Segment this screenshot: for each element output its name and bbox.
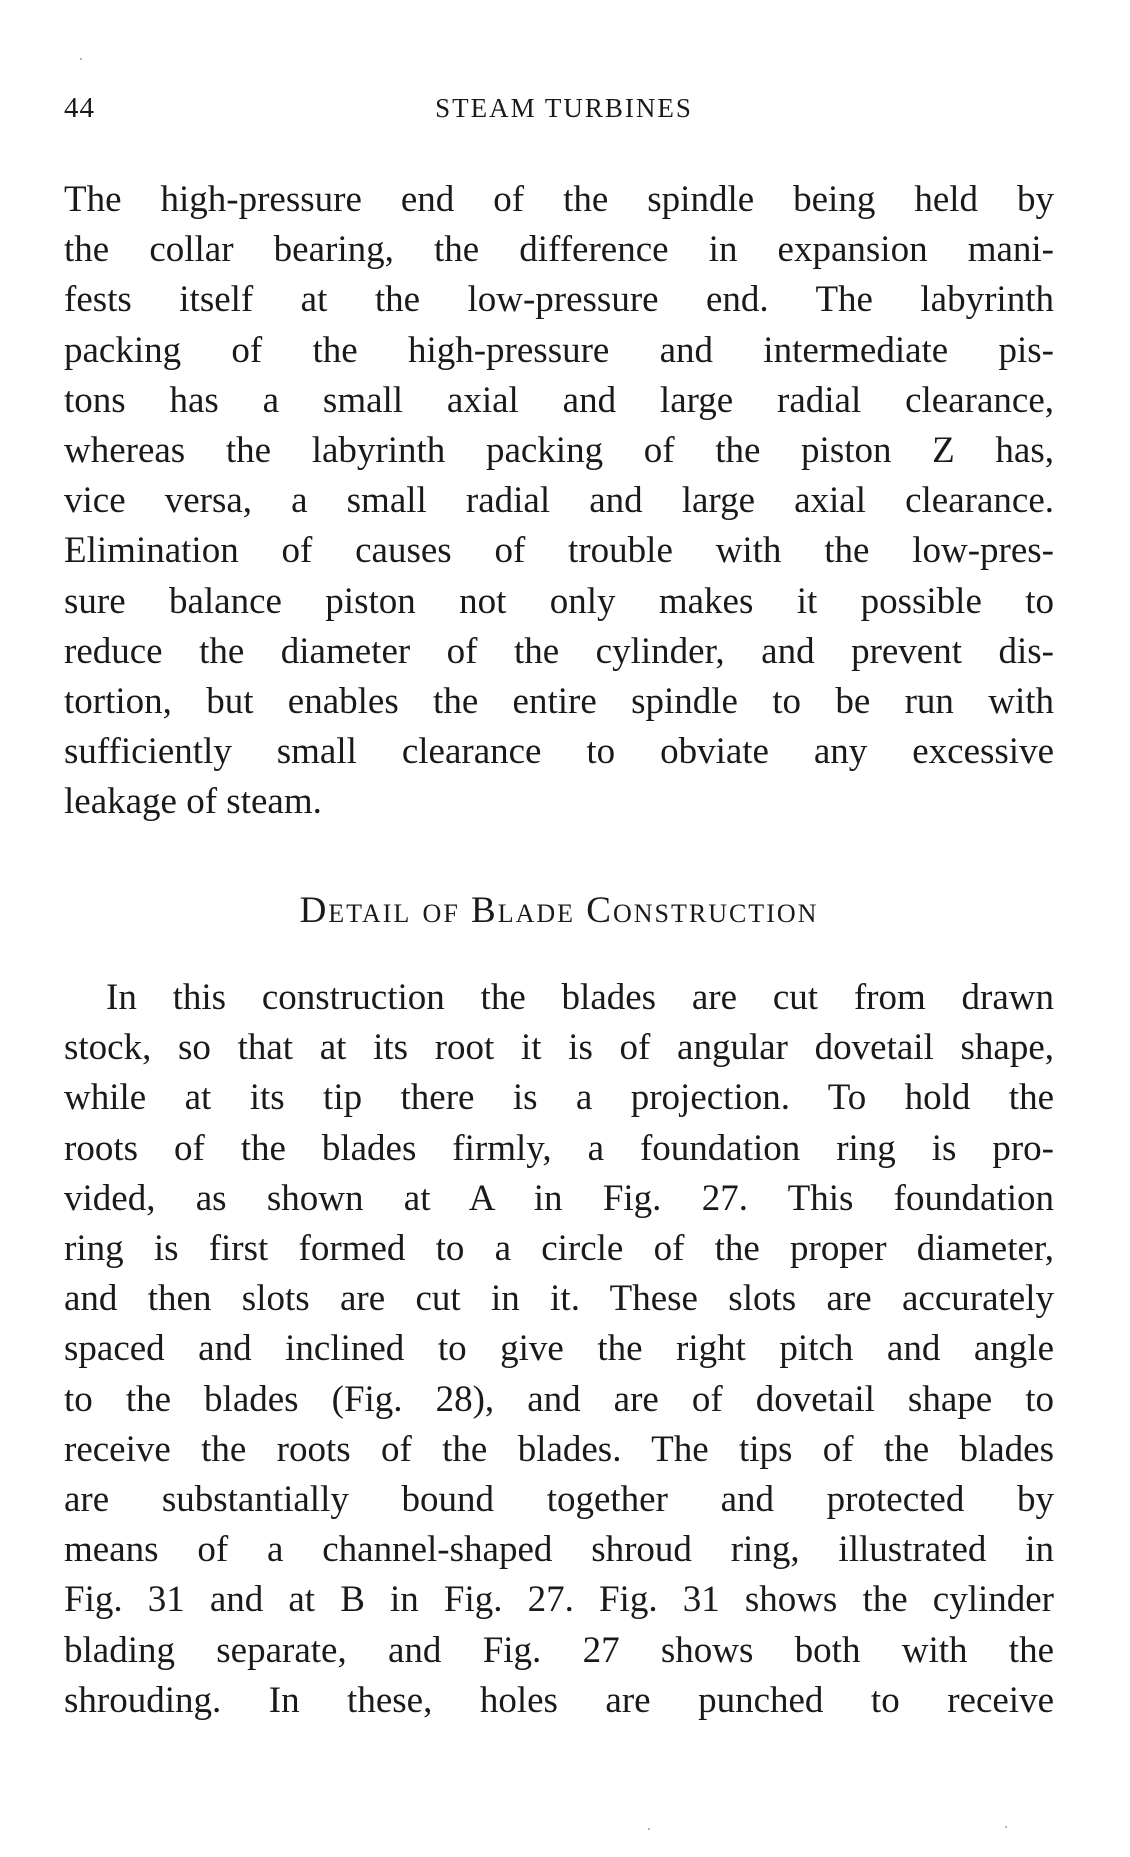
text-line: stock, so that at its root it is of angular dovetail shape, bbox=[64, 1027, 1054, 1069]
text-line: vice versa, a small radial and large axial clearance. bbox=[64, 480, 1054, 522]
text-line: Elimination of causes of trouble with the low-pres- bbox=[64, 530, 1054, 572]
text-line: tortion, but enables the entire spindle to be run with bbox=[64, 681, 1054, 723]
text-line: packing of the high-pressure and intermediate pis- bbox=[64, 329, 1054, 371]
text-line: sufficiently small clearance to obviate any excessive bbox=[64, 731, 1054, 773]
text-line: while at its tip there is a projection. To hold the bbox=[64, 1077, 1054, 1119]
text-line: receive the roots of the blades. The tips of the blades bbox=[64, 1428, 1054, 1470]
page-header bbox=[64, 88, 1064, 128]
paragraph-2 bbox=[64, 973, 1054, 1726]
text-line: spaced and inclined to give the right pitch and angle bbox=[64, 1328, 1054, 1370]
text-line: to the blades (Fig. 28), and are of dovetail shape to bbox=[64, 1378, 1054, 1420]
section-heading: Detail of Blade Construction bbox=[299, 890, 819, 931]
text-line: whereas the labyrinth packing of the piston Z has, bbox=[64, 430, 1054, 472]
text-line: leakage of steam. bbox=[64, 781, 322, 823]
text-line: means of a channel-shaped shroud ring, illustrated in bbox=[64, 1529, 1054, 1571]
text-line: fests itself at the low-pressure end. The labyrinth bbox=[64, 279, 1054, 321]
scan-speck bbox=[648, 1828, 650, 1830]
text-line: In this construction the blades are cut from drawn bbox=[106, 977, 1054, 1018]
scan-speck bbox=[80, 58, 82, 60]
text-line: tons has a small axial and large radial clearance, bbox=[64, 379, 1054, 421]
text-line: reduce the diameter of the cylinder, and prevent dis- bbox=[64, 630, 1054, 672]
text-line: blading separate, and Fig. 27 shows both with the bbox=[64, 1629, 1054, 1671]
text-line: roots of the blades firmly, a foundation ring is pro- bbox=[64, 1127, 1054, 1169]
text-line: Fig. 31 and at B in Fig. 27. Fig. 31 shows the cylinder bbox=[64, 1579, 1054, 1621]
paragraph-1 bbox=[64, 175, 1054, 828]
text-line: shrouding. In these, holes are punched to receive bbox=[64, 1679, 1054, 1721]
page-number: 44 bbox=[64, 92, 95, 124]
text-line: ring is first formed to a circle of the proper diameter, bbox=[64, 1228, 1054, 1270]
text-line: sure balance piston not only makes it possible to bbox=[64, 580, 1054, 622]
text-line: are substantially bound together and protected by bbox=[64, 1479, 1054, 1521]
running-head: STEAM TURBINES bbox=[435, 93, 693, 123]
scan-speck bbox=[1005, 1826, 1007, 1828]
text-line: the collar bearing, the difference in expansion mani- bbox=[64, 229, 1054, 271]
text-line: and then slots are cut in it. These slots are accurately bbox=[64, 1278, 1054, 1320]
text-line: vided, as shown at A in Fig. 27. This foundation bbox=[64, 1177, 1054, 1219]
text-line: The high-pressure end of the spindle being held by bbox=[64, 179, 1054, 220]
